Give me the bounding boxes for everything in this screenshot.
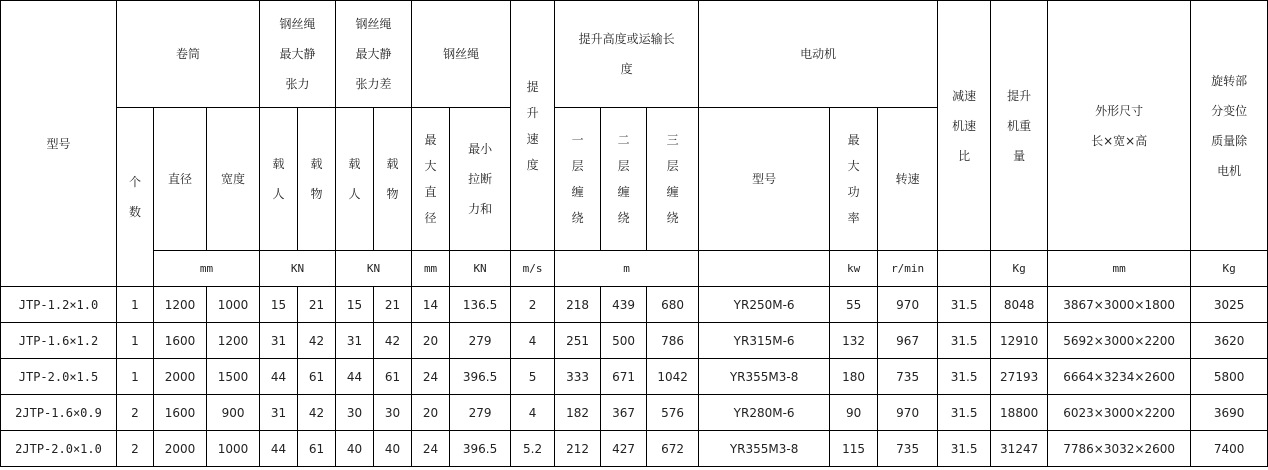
table-cell: 672: [647, 431, 699, 467]
header-text: 电机: [1217, 163, 1242, 178]
unit-height: m: [555, 251, 699, 287]
table-cell: 31.5: [938, 359, 991, 395]
table-cell: 5.2: [511, 431, 555, 467]
table-cell: 1600: [154, 395, 207, 431]
table-cell: 31: [260, 395, 298, 431]
table-cell: 6664×3234×2600: [1048, 359, 1191, 395]
table-cell: 970: [878, 287, 938, 323]
table-cell: 4: [511, 395, 555, 431]
header-text: 机速: [952, 118, 977, 133]
unit-rope-break: KN: [450, 251, 511, 287]
header-text: 物: [310, 187, 323, 201]
header-text: 缠: [666, 185, 679, 199]
header-motor-power: [830, 108, 878, 251]
header-text: 物: [386, 187, 399, 201]
unit-empty: [699, 251, 830, 287]
table-cell: 132: [830, 323, 878, 359]
header-text: 钢丝绳: [355, 17, 392, 31]
table-cell: 136.5: [450, 287, 511, 323]
header-rope-max-static-tension-diff: [336, 1, 412, 108]
table-cell: 396.5: [450, 431, 511, 467]
table-cell: 396.5: [450, 359, 511, 395]
unit-mass: Kg: [1191, 251, 1268, 287]
header-text: 层: [617, 159, 630, 173]
table-cell: 735: [878, 359, 938, 395]
table-cell: 31247: [991, 431, 1048, 467]
table-cell: 31: [260, 323, 298, 359]
header-text: 提升: [1007, 88, 1032, 103]
header-text: 度: [620, 62, 633, 76]
table-cell: 61: [374, 359, 412, 395]
table-cell: YR280M-6: [699, 395, 830, 431]
header-text: 人: [272, 187, 285, 201]
header-text: 外形尺寸: [1095, 103, 1144, 118]
table-cell: 182: [555, 395, 601, 431]
header-text: 缠: [571, 185, 584, 199]
header-text: 拉断: [468, 172, 493, 186]
header-text: 载: [348, 157, 361, 171]
header-text: 减速: [952, 88, 977, 103]
header-text: 功: [847, 185, 860, 199]
header-text: 质量除: [1211, 133, 1248, 148]
table-cell: YR355M3-8: [699, 359, 830, 395]
header-reducer-ratio: [938, 1, 991, 251]
table-cell: 2: [511, 287, 555, 323]
table-cell: 31: [336, 323, 374, 359]
table-cell: 31.5: [938, 287, 991, 323]
header-text: 最: [847, 133, 860, 147]
table-cell: 1: [117, 287, 154, 323]
table-cell: 735: [878, 431, 938, 467]
header-model: 型号: [1, 1, 117, 287]
header-text: 大: [424, 159, 437, 173]
table-cell: 786: [647, 323, 699, 359]
header-lift-speed: [511, 1, 555, 251]
table-cell: 24: [412, 359, 450, 395]
table-row: [1, 359, 1268, 395]
header-text: 度: [526, 157, 539, 172]
table-row: [1, 287, 1268, 323]
table-cell: 279: [450, 395, 511, 431]
unit-power: kw: [830, 251, 878, 287]
table-cell: 1600: [154, 323, 207, 359]
table-cell: 3867×3000×1800: [1048, 287, 1191, 323]
table-cell: 2: [117, 431, 154, 467]
table-cell: 40: [374, 431, 412, 467]
header-text: 层: [666, 159, 679, 173]
table-cell: 3025: [1191, 287, 1268, 323]
table-cell: 6023×3000×2200: [1048, 395, 1191, 431]
header-text: 分变位: [1211, 103, 1248, 118]
table-cell: 680: [647, 287, 699, 323]
header-lift-height: [555, 1, 699, 108]
table-cell: 500: [601, 323, 647, 359]
unit-empty: [938, 251, 991, 287]
header-text: 张力差: [355, 77, 392, 91]
header-text: 率: [847, 211, 860, 225]
header-drum-count: [117, 108, 154, 287]
table-cell: 40: [336, 431, 374, 467]
table-cell: 1500: [207, 359, 260, 395]
header-text: 绕: [571, 211, 584, 225]
table-cell: 251: [555, 323, 601, 359]
header-text: 力和: [468, 202, 493, 216]
header-text: 旋转部: [1211, 73, 1248, 88]
header-text: 一: [571, 133, 584, 147]
table-body: [1, 287, 1268, 467]
header-text: 比: [958, 148, 971, 163]
table-cell: 180: [830, 359, 878, 395]
header-text: 个: [128, 175, 141, 189]
header-drum-width: 宽度: [207, 108, 260, 251]
header-text: 大: [847, 159, 860, 173]
header-text: 载: [272, 157, 285, 171]
header-layer-3: [647, 108, 699, 251]
header-text: 最小: [468, 142, 493, 156]
table-cell: 2: [117, 395, 154, 431]
table-row: [1, 431, 1268, 467]
table-cell: 8048: [991, 287, 1048, 323]
table-cell: 44: [260, 359, 298, 395]
table-cell: 115: [830, 431, 878, 467]
table-cell: JTP-1.2×1.0: [1, 287, 117, 323]
header-hoist-weight: [991, 1, 1048, 251]
table-cell: 1000: [207, 287, 260, 323]
header-text: 升: [526, 105, 539, 120]
table-cell: 671: [601, 359, 647, 395]
header-dimensions: [1048, 1, 1191, 251]
table-cell: 333: [555, 359, 601, 395]
table-cell: 2000: [154, 431, 207, 467]
header-diff-cargo: [374, 108, 412, 251]
header-text: 载: [310, 157, 323, 171]
table-cell: 3690: [1191, 395, 1268, 431]
unit-drum: mm: [154, 251, 260, 287]
table-cell: 12910: [991, 323, 1048, 359]
table-cell: 7400: [1191, 431, 1268, 467]
header-text: 载: [386, 157, 399, 171]
header-rope-max-static-tension: [260, 1, 336, 108]
header-wire-rope: 钢丝绳: [412, 1, 511, 108]
header-tension-person: [260, 108, 298, 251]
unit-diff: KN: [336, 251, 412, 287]
header-text: 层: [571, 159, 584, 173]
table-cell: 42: [298, 395, 336, 431]
table-cell: 2JTP-2.0×1.0: [1, 431, 117, 467]
header-text: 数: [128, 205, 141, 219]
table-cell: 967: [878, 323, 938, 359]
header-rope-min-break: [450, 108, 511, 251]
table-cell: 5692×3000×2200: [1048, 323, 1191, 359]
table-cell: 212: [555, 431, 601, 467]
unit-rope-dia: mm: [412, 251, 450, 287]
table-cell: 44: [336, 359, 374, 395]
table-cell: YR250M-6: [699, 287, 830, 323]
table-cell: 3620: [1191, 323, 1268, 359]
header-motor-speed: 转速: [878, 108, 938, 251]
header-text: 人: [348, 187, 361, 201]
table-cell: 367: [601, 395, 647, 431]
table-cell: 15: [260, 287, 298, 323]
unit-rpm: r/min: [878, 251, 938, 287]
table-cell: 21: [374, 287, 412, 323]
table-cell: 1: [117, 323, 154, 359]
unit-tension: KN: [260, 251, 336, 287]
table-cell: 2JTP-1.6×0.9: [1, 395, 117, 431]
header-text: 径: [424, 211, 437, 225]
table-cell: 61: [298, 359, 336, 395]
table-cell: 27193: [991, 359, 1048, 395]
table-cell: YR315M-6: [699, 323, 830, 359]
table-cell: 5: [511, 359, 555, 395]
table-cell: 427: [601, 431, 647, 467]
table-cell: 1200: [207, 323, 260, 359]
header-text: 三: [666, 133, 679, 147]
table-cell: 14: [412, 287, 450, 323]
table-cell: 576: [647, 395, 699, 431]
table-cell: 61: [298, 431, 336, 467]
header-drum: 卷筒: [117, 1, 260, 108]
table-row: [1, 395, 1268, 431]
header-rope-max-dia: [412, 108, 450, 251]
header-text: 钢丝绳: [279, 17, 316, 31]
header-layer-1: [555, 108, 601, 251]
unit-speed: m/s: [511, 251, 555, 287]
table-cell: 55: [830, 287, 878, 323]
table-cell: 1042: [647, 359, 699, 395]
table-cell: 31.5: [938, 323, 991, 359]
table-cell: JTP-1.6×1.2: [1, 323, 117, 359]
table-cell: 18800: [991, 395, 1048, 431]
header-text: 绕: [617, 211, 630, 225]
header-motor: 电动机: [699, 1, 938, 108]
header-drum-diameter: 直径: [154, 108, 207, 251]
unit-dims: mm: [1048, 251, 1191, 287]
header-text: 提升高度或运输长: [578, 32, 675, 46]
header-text: 长×宽×高: [1091, 133, 1148, 148]
table-cell: 439: [601, 287, 647, 323]
table-cell: 5800: [1191, 359, 1268, 395]
table-cell: 90: [830, 395, 878, 431]
table-cell: 44: [260, 431, 298, 467]
table-cell: 24: [412, 431, 450, 467]
header-text: 最大静: [279, 47, 316, 61]
table-cell: 1200: [154, 287, 207, 323]
header-rotating-mass: [1191, 1, 1268, 251]
table-cell: 279: [450, 323, 511, 359]
table-cell: 30: [374, 395, 412, 431]
table-cell: 31.5: [938, 395, 991, 431]
table-cell: 970: [878, 395, 938, 431]
header-layer-2: [601, 108, 647, 251]
header-text: 张力: [285, 77, 310, 91]
table-cell: 30: [336, 395, 374, 431]
table-cell: 7786×3032×2600: [1048, 431, 1191, 467]
header-text: 速: [526, 131, 539, 146]
table-cell: 20: [412, 395, 450, 431]
header-text: 二: [617, 133, 630, 147]
table-cell: JTP-2.0×1.5: [1, 359, 117, 395]
table-cell: 218: [555, 287, 601, 323]
header-diff-person: [336, 108, 374, 251]
table-cell: YR355M3-8: [699, 431, 830, 467]
header-text: 机重: [1007, 118, 1032, 133]
unit-weight: Kg: [991, 251, 1048, 287]
header-text: 最大静: [355, 47, 392, 61]
table-cell: 42: [298, 323, 336, 359]
table-cell: 31.5: [938, 431, 991, 467]
table-cell: 20: [412, 323, 450, 359]
table-cell: 42: [374, 323, 412, 359]
header-motor-model: 型号: [699, 108, 830, 251]
table-cell: 15: [336, 287, 374, 323]
header-text: 提: [526, 79, 539, 94]
header-tension-cargo: [298, 108, 336, 251]
header-text: 绕: [666, 211, 679, 225]
table-cell: 2000: [154, 359, 207, 395]
table-cell: 900: [207, 395, 260, 431]
table-cell: 4: [511, 323, 555, 359]
header-text: 缠: [617, 185, 630, 199]
header-text: 直: [424, 185, 437, 199]
table-row: [1, 323, 1268, 359]
table-cell: 1000: [207, 431, 260, 467]
table-cell: 21: [298, 287, 336, 323]
header-text: 最: [424, 133, 437, 147]
table-cell: 1: [117, 359, 154, 395]
header-text: 量: [1013, 148, 1026, 163]
